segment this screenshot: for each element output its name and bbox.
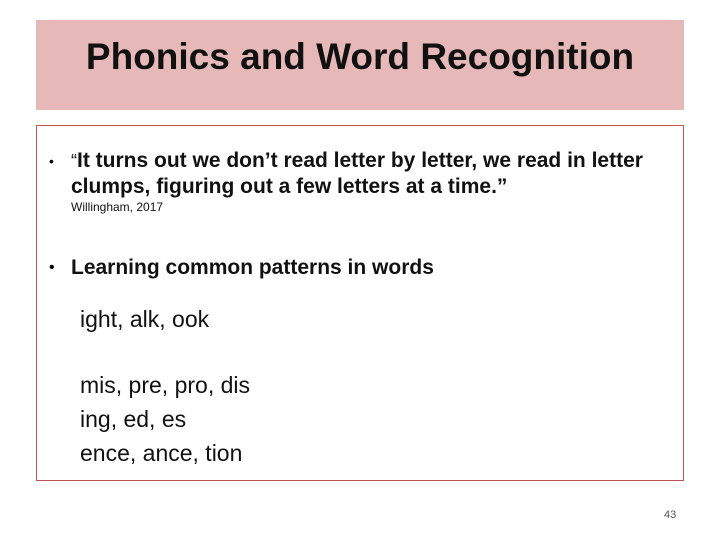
bullet-marker: • xyxy=(49,259,55,276)
patterns-bullet-text: Learning common patterns in words xyxy=(71,256,434,279)
pattern-line: mis, pre, pro, dis xyxy=(80,372,250,398)
pattern-line: ight, alk, ook xyxy=(80,306,210,332)
slide-title: Phonics and Word Recognition xyxy=(85,36,635,77)
quote-open-mark: “ xyxy=(71,151,77,171)
page-number: 43 xyxy=(664,509,677,521)
quote-text: It turns out we don’t read letter by letter, we read in letter clumps, figuring out a few letters at a time.” xyxy=(71,149,643,198)
title-banner xyxy=(36,20,684,110)
bullet-marker: • xyxy=(49,153,54,169)
pattern-line: ence, ance, tion xyxy=(80,440,243,466)
content-box xyxy=(36,125,684,481)
quote-bullet-text xyxy=(71,148,671,200)
quote-citation: Willingham, 2017 xyxy=(71,200,164,214)
pattern-line: ing, ed, es xyxy=(80,406,187,432)
